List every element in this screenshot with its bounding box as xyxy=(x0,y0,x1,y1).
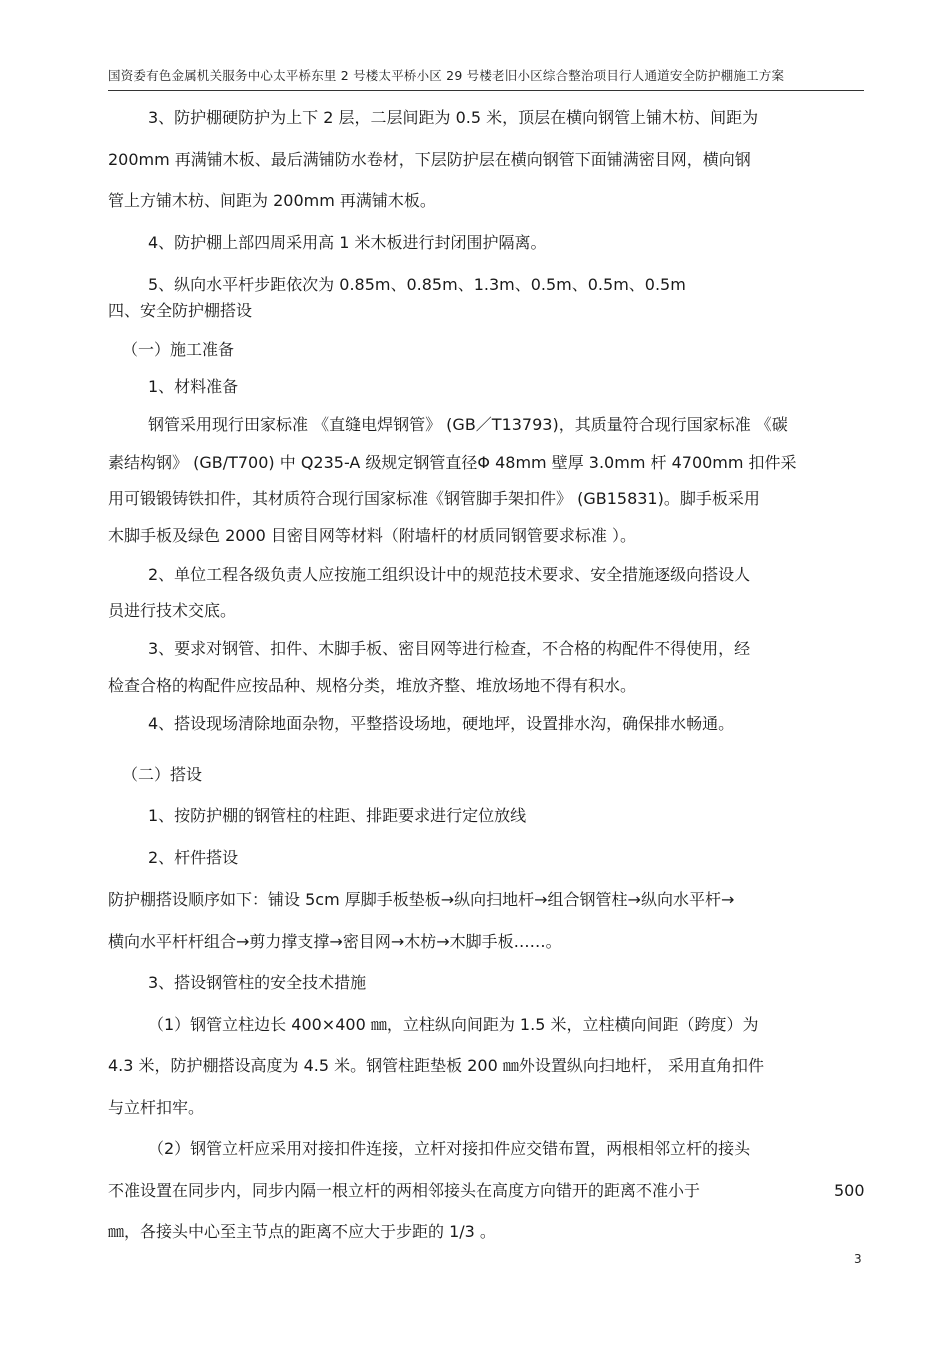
paragraph-line: （1）钢管立柱边长 400×400 ㎜，立柱纵向间距为 1.5 米，立柱横向间距（跨度）为 xyxy=(148,1015,759,1034)
paragraph-line: 3、防护棚硬防护为上下 2 层，二层间距为 0.5 米，顶层在横向钢管上铺木枋、间距为 xyxy=(148,108,759,127)
paragraph-line: 木脚手板及绿色 2000 目密目网等材料（附墙杆的材质同钢管要求标准 ）。 xyxy=(108,526,636,545)
subsection-heading: （二）搭设 xyxy=(122,765,203,784)
paragraph-line: 4.3 米，防护棚搭设高度为 4.5 米。钢管柱距垫板 200 ㎜外设置纵向扫地杆， 采用直角扣件 xyxy=(108,1056,764,1075)
paragraph-line: 素结构钢》 (GB/T700) 中 Q235-A 级规定钢管直径Φ 48mm 壁厚 3.0mm 杆 4700mm 扣件采 xyxy=(108,453,797,472)
section-heading: 四、安全防护棚搭设 xyxy=(108,301,253,320)
running-header: 国资委有色金属机关服务中心太平桥东里 2 号楼太平桥小区 29 号楼老旧小区综合整治项目行人通道安全防护棚施工方案 xyxy=(108,68,785,83)
paragraph-line: ㎜，各接头中心至主节点的距离不应大于步距的 1/3 。 xyxy=(108,1222,496,1241)
paragraph-line: （2）钢管立杆应采用对接扣件连接，立杆对接扣件应交错布置，两根相邻立杆的接头 xyxy=(148,1139,751,1158)
paragraph-line: 管上方铺木枋、间距为 200mm 再满铺木板。 xyxy=(108,191,436,210)
paragraph-line: 用可锻锻铸铁扣件，其材质符合现行国家标准《钢管脚手架扣件》 (GB15831)。脚手板采用 xyxy=(108,489,760,508)
paragraph-line: 检查合格的构配件应按品种、规格分类，堆放齐整、堆放场地不得有积水。 xyxy=(108,676,637,695)
item-heading: 2、杆件搭设 xyxy=(148,848,239,867)
paragraph-line: 3、要求对钢管、扣件、木脚手板、密目网等进行检查，不合格的构配件不得使用，经 xyxy=(148,639,751,658)
paragraph-line: 钢管采用现行田家标准 《直缝电焊钢管》 (GB／T13793)，其质量符合现行国家标准 《碳 xyxy=(148,415,788,434)
page-number: 3 xyxy=(854,1252,862,1266)
paragraph-line: 200mm 再满铺木板、最后满铺防水卷材，下层防护层在横向钢管下面铺满密目网，横向钢 xyxy=(108,150,751,169)
paragraph-line: 5、纵向水平杆步距依次为 0.85m、0.85m、1.3m、0.5m、0.5m、0.5m xyxy=(148,275,686,294)
header-divider xyxy=(108,90,864,91)
item-heading: 1、材料准备 xyxy=(148,377,239,396)
paragraph-line: 与立杆扣牢。 xyxy=(108,1098,205,1117)
paragraph-line: 防护棚搭设顺序如下：铺设 5cm 厚脚手板垫板→纵向扫地杆→组合钢管柱→纵向水平杆→ xyxy=(108,890,735,909)
paragraph-line-number: 500 xyxy=(834,1181,865,1200)
item-heading: 1、按防护棚的钢管柱的柱距、排距要求进行定位放线 xyxy=(148,806,527,825)
paragraph-line: 4、搭设现场清除地面杂物，平整搭设场地，硬地坪，设置排水沟，确保排水畅通。 xyxy=(148,714,735,733)
subsection-heading: （一）施工准备 xyxy=(122,340,235,359)
paragraph-line: 2、单位工程各级负责人应按施工组织设计中的规范技术要求、安全措施逐级向搭设人 xyxy=(148,565,751,584)
paragraph-line: 横向水平杆杆组合→剪力撑支撑→密目网→木枋→木脚手板……。 xyxy=(108,932,562,951)
paragraph-line: 员进行技术交底。 xyxy=(108,601,237,620)
item-heading: 3、搭设钢管柱的安全技术措施 xyxy=(148,973,367,992)
paragraph-line: 4、防护棚上部四周采用高 1 米木板进行封闭围护隔离。 xyxy=(148,233,547,252)
paragraph-line: 不准设置在同步内，同步内隔一根立杆的两相邻接头在高度方向错开的距离不准小于 xyxy=(108,1181,701,1200)
